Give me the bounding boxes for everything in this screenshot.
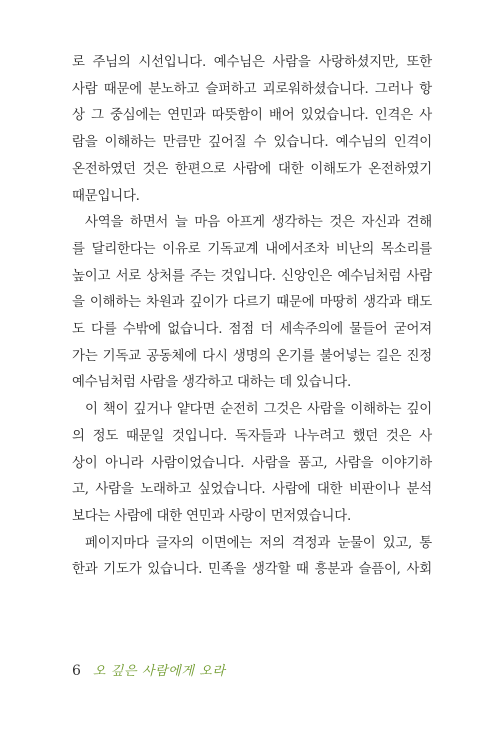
text-line: 를 달리한다는 이유로 기독교계 내에서조차 비난의 목소리를	[72, 241, 432, 257]
paragraph-1	[72, 50, 432, 210]
text-line: 가는 기독교 공동체에 다시 생명의 온기를 불어넣는 길은 진정	[72, 348, 432, 364]
paragraph-4	[72, 531, 432, 584]
paragraph-3	[72, 397, 432, 531]
running-title: 오 깊은 사람에게 오라	[92, 664, 226, 679]
text-line: 온전하였던 것은 한편으로 사람에 대한 이해도가 온전하였기	[72, 161, 432, 177]
text-line: 한과 기도가 있습니다. 민족을 생각할 때 흥분과 슬픔이, 사회	[72, 562, 432, 578]
page-footer	[72, 660, 226, 682]
text-line: 로 주님의 시선입니다. 예수님은 사람을 사랑하셨지만, 또한	[72, 55, 432, 70]
page-body	[72, 50, 432, 584]
text-line: 보다는 사람에 대한 연민과 사랑이 먼저였습니다.	[72, 508, 352, 524]
text-line: 상 그 중심에는 연민과 따뜻함이 배어 있었습니다. 인격은 사	[72, 108, 432, 124]
text-line: 예수님처럼 사람을 생각하고 대하는 데 있습니다.	[72, 375, 352, 391]
text-line: 람을 이해하는 만큼만 깊어질 수 있습니다. 예수님의 인격이	[72, 135, 432, 151]
text-line: 사역을 하면서 늘 마음 아프게 생각하는 것은 자신과 견해	[85, 215, 432, 231]
text-line: 때문입니다.	[72, 188, 140, 204]
text-line: 페이지마다 글자의 이면에는 저의 격정과 눈물이 있고, 통	[85, 535, 432, 551]
text-line: 을 이해하는 차원과 깊이가 다르기 때문에 마땅히 생각과 태도	[72, 295, 432, 311]
text-line: 높이고 서로 상처를 주는 것입니다. 신앙인은 예수님처럼 사람	[72, 268, 432, 284]
text-line: 고, 사람을 노래하고 싶었습니다. 사람에 대한 비판이나 분석	[72, 482, 432, 498]
page-number: 6	[72, 663, 81, 679]
paragraph-2	[72, 210, 432, 397]
text-line: 의 정도 때문일 것입니다. 독자들과 나누려고 했던 것은 사	[72, 428, 432, 444]
text-line: 상이 아니라 사람이었습니다. 사람을 품고, 사람을 이야기하	[72, 455, 432, 471]
text-line: 이 책이 깊거나 얕다면 순전히 그것은 사람을 이해하는 깊이	[85, 402, 432, 418]
text-line: 사람 때문에 분노하고 슬퍼하고 괴로워하셨습니다. 그러나 항	[72, 81, 432, 97]
text-line: 도 다를 수밖에 없습니다. 점점 더 세속주의에 물들어 굳어져	[72, 322, 432, 338]
